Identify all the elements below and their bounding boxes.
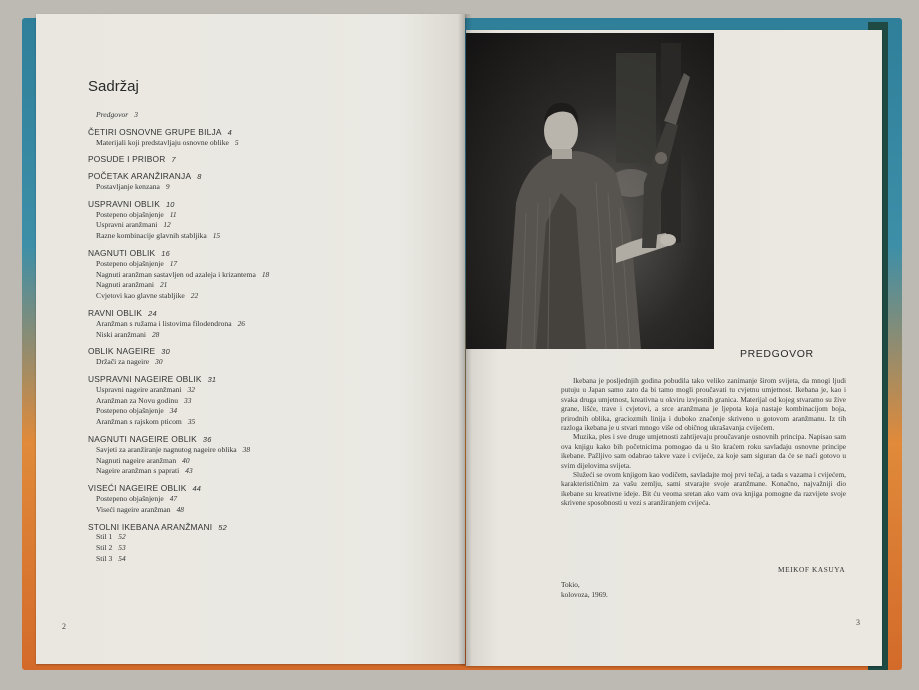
toc-chapter [88, 171, 448, 182]
toc-entry [88, 280, 448, 291]
toc-label: Uspravni aranžmani [96, 220, 158, 230]
toc-page-number: 16 [161, 248, 170, 258]
toc-label: Postepeno objašnjenje [96, 493, 164, 503]
toc-entry [88, 259, 448, 270]
toc-page-number: 21 [159, 280, 168, 290]
preface-paragraph-2: Muzika, ples i sve druge umjetnosti zahtijevaju proučavanje osnovnih principa. Napisao sam ova knjigu kako bih početnicima pomogao da u što kraćem roku savladaju osnovne principe ikebane. Pažljivo sam odabrao takve vaze i cvijeće, za koje sam siguran da će se naći gotovo u svim dijelovima svijeta. [561, 432, 846, 470]
toc-label: Nageire aranžman s paprati [96, 466, 180, 476]
toc-page-number: 15 [212, 231, 221, 241]
toc-label: Savjeti za aranžiranje nagnutog nageire oblika [96, 444, 237, 454]
toc-entry [88, 330, 448, 341]
toc-page-number: 53 [118, 543, 126, 553]
toc-page-number: 10 [166, 199, 175, 209]
toc-label: Postavljanje kenzana [96, 181, 160, 191]
toc-page-number: 3 [134, 110, 138, 119]
toc-page-number: 28 [151, 329, 160, 339]
toc-entry [88, 220, 448, 231]
toc-chapter [88, 154, 448, 165]
toc-entry [88, 505, 448, 516]
toc-entry [88, 417, 448, 428]
toc-chapter [88, 308, 448, 319]
toc-label: Cvjetovi kao glavne stabljike [96, 291, 185, 301]
toc-label: NAGNUTI OBLIK [88, 247, 156, 258]
date: kolovoza, 1969. [561, 590, 608, 599]
toc-entry [88, 138, 448, 149]
toc-chapter [88, 346, 448, 357]
toc-label: Aranžman s ružama i listovima filodendrona [96, 318, 232, 328]
toc-label: Stil 2 [96, 543, 113, 553]
toc-entry [88, 270, 448, 281]
author-signature: MEIKOF KASUYA [778, 565, 846, 574]
left-page-number: 2 [62, 622, 66, 631]
toc-entry [88, 396, 448, 407]
toc-label: Nagnuti aranžmani [96, 280, 154, 290]
toc-entry [88, 231, 448, 242]
toc-entry [88, 385, 448, 396]
toc-page-number: 30 [155, 357, 163, 367]
right-page-number: 3 [856, 618, 860, 627]
toc-page-number: 54 [118, 553, 126, 563]
toc-entry [88, 210, 448, 221]
toc-page-number: 18 [261, 269, 270, 279]
toc-chapter [88, 127, 448, 138]
toc-page-number: 7 [171, 155, 176, 165]
toc-label: Viseći nageire aranžman [96, 504, 171, 514]
toc-entry [88, 532, 448, 543]
place: Tokio, [561, 580, 580, 589]
toc-label: POČETAK ARANŽIRANJA [88, 171, 192, 182]
toc-label: Postepeno objašnjenje [96, 406, 164, 416]
toc-label: RAVNI OBLIK [88, 307, 143, 318]
toc-page-number: 33 [184, 395, 192, 405]
toc-page-number: 24 [148, 308, 157, 318]
toc-label: Aranžman za Novu godinu [96, 395, 179, 405]
toc-label: Niski aranžmani [96, 329, 146, 339]
toc-chapter [88, 522, 448, 533]
toc-page-number: 31 [207, 374, 217, 384]
toc-page-number: 35 [187, 417, 196, 427]
preface-title: PREDGOVOR [740, 348, 814, 360]
toc-label: NAGNUTI NAGEIRE OBLIK [88, 433, 197, 444]
toc-page-number: 5 [234, 137, 239, 147]
toc-page-number: 8 [197, 172, 202, 182]
portrait-illustration [466, 33, 714, 349]
place-date [561, 580, 608, 600]
toc-label: Razne kombinacije glavnih stabljika [96, 231, 207, 241]
toc-page-number: 44 [192, 484, 202, 494]
toc-entry [88, 543, 448, 554]
toc-page-number: 38 [242, 444, 251, 454]
toc-entry [88, 357, 448, 368]
toc-label: Postepeno objašnjenje [96, 258, 164, 268]
toc-page-number: 40 [182, 455, 190, 465]
toc-entry [88, 554, 448, 565]
toc-page-number: 32 [187, 384, 195, 394]
table-of-contents [88, 110, 448, 565]
toc-entry [88, 456, 448, 467]
toc-title: Sadržaj [88, 78, 139, 95]
toc-chapter [88, 483, 448, 494]
toc-label: OBLIK NAGEIRE [88, 346, 156, 357]
toc-label: USPRAVNI OBLIK [88, 198, 160, 209]
portrait-photo [466, 33, 714, 349]
toc-page-number: 17 [169, 258, 178, 268]
toc-page-number: 4 [227, 127, 232, 137]
toc-page-number: 22 [190, 291, 199, 301]
toc-label: Stil 3 [96, 553, 113, 563]
toc-page-number: 34 [169, 406, 178, 416]
toc-label: Uspravni nageire aranžmani [96, 384, 182, 394]
preface-paragraph-3: Služeći se ovom knjigom kao vodičem, savladajte moj prvi tečaj, a tada s vazama i cvijećem, karakterističnim za vašu zemlju, sami stvarajte svoje aranžmane. Konačno, najvažniji dio ikebane su kreativne ideje. Bit ću veoma sretan ako vam ova knjiga pomogne da razvijete svoje skrivene sposobnosti u vezi s aranžiranjem cvijeća. [561, 470, 846, 508]
toc-chapter [88, 199, 448, 210]
toc-entry [88, 445, 448, 456]
toc-page-number: 43 [185, 466, 193, 476]
toc-page-number: 26 [237, 318, 245, 328]
toc-page-number: 11 [169, 209, 177, 219]
toc-label: Nagnuti aranžman sastavljen od azaleja i krizantema [96, 269, 256, 279]
preface-body [561, 376, 846, 508]
toc-entry [88, 406, 448, 417]
toc-entry [88, 182, 448, 193]
toc-page-number: 52 [218, 522, 227, 532]
toc-label: Nagnuti nageire aranžman [96, 455, 177, 465]
toc-label: Držači za nageire [96, 357, 150, 367]
toc-entry [88, 494, 448, 505]
toc-page-number: 52 [118, 532, 126, 542]
toc-label: Postepeno objašnjenje [96, 209, 164, 219]
toc-label: USPRAVNI NAGEIRE OBLIK [88, 373, 202, 384]
toc-page-number: 36 [202, 434, 212, 444]
toc-label: STOLNI IKEBANA ARANŽMANI [88, 521, 213, 532]
toc-page-number: 12 [163, 220, 171, 230]
toc-chapter [88, 248, 448, 259]
toc-label: VISEĆI NAGEIRE OBLIK [88, 483, 187, 494]
toc-label: POSUDE I PRIBOR [88, 154, 166, 165]
toc-entry [88, 466, 448, 477]
toc-label: Predgovor [96, 110, 129, 119]
toc-page-number: 48 [176, 504, 184, 514]
toc-label: Materijali koji predstavljaju osnovne oblike [96, 137, 229, 147]
toc-label: ČETIRI OSNOVNE GRUPE BILJA [88, 126, 222, 137]
toc-chapter [88, 374, 448, 385]
toc-entry [88, 110, 448, 121]
toc-label: Aranžman s rajskom pticom [96, 417, 182, 427]
preface-paragraph-1: Ikebana je posljednjih godina pobudila tako veliko zanimanje širom svijeta, da mnogi ljudi putuju u Japan samo zato da bi tamo mogli proučavati tu cvjetnu umjetnost. Ikebana je, kao i svaka druga umjetnost, kreativna u okviru izvjesnih granica. Materijal od kojeg stvaramo su žive grane, lišće, trave i cvjetovi, a srce aranžmana je ljepota koja nastaje kombinacijom boja, prirodnih oblika, graciozmih linija i duboko značenje skriveno u gotovom aranžmanu. Iz tih razloga ikebana je u stvari mnogo više od običnog ukrašavanja cvijećem. [561, 376, 846, 433]
toc-label: Stil 1 [96, 532, 113, 542]
toc-chapter [88, 434, 448, 445]
toc-entry [88, 291, 448, 302]
toc-page-number: 47 [169, 493, 178, 503]
toc-page-number: 9 [165, 181, 170, 191]
toc-entry [88, 319, 448, 330]
toc-page-number: 30 [161, 347, 170, 357]
